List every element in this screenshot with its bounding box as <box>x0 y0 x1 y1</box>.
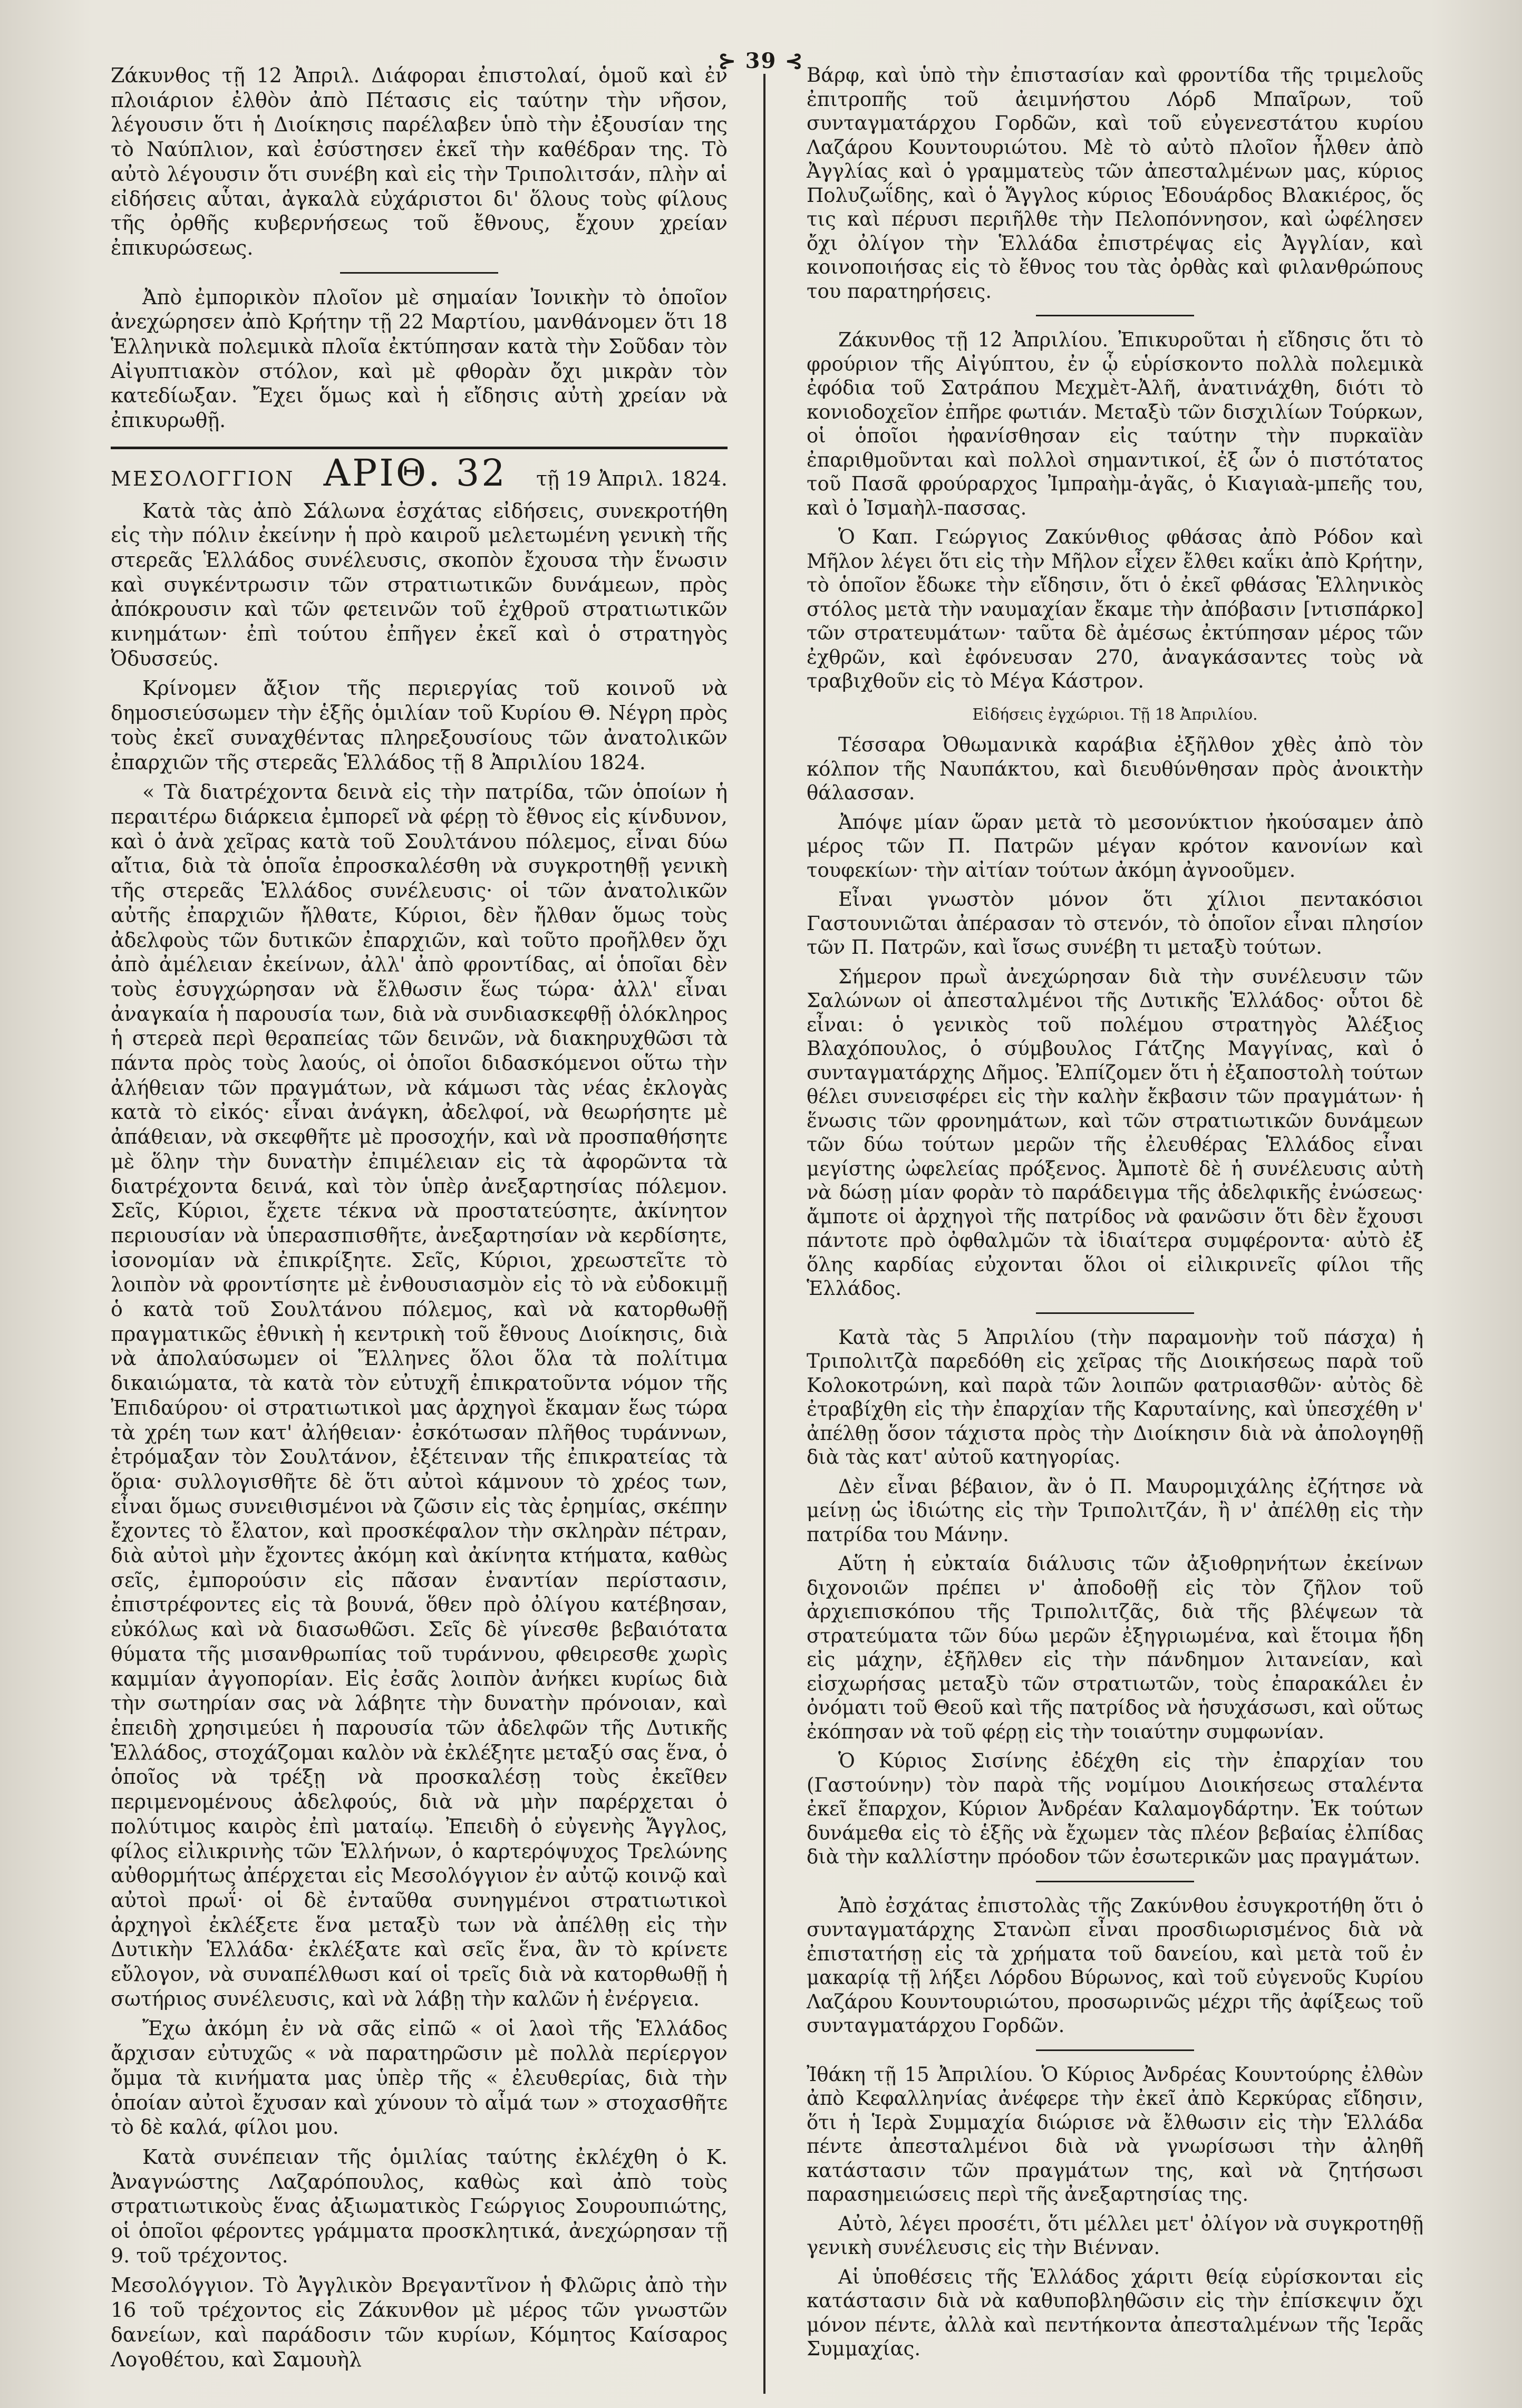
article-greek-affairs: Αἱ ὑποθέσεις τῆς Ἑλλάδος χάριτι θείᾳ εὑρίσκονται εἰς κατάστασιν διὰ νὰ καθυποβληθῶσιν εἰς τὴν ἐπίσκεψιν ὄχι μόνον πέντε, ἀλλὰ καὶ πεντήκοντα ἀπεσταλμένων τῆς Ἱερᾶς Συμμαχίας. <box>807 2265 1423 2360</box>
article-egypt-fortress: Ζάκυνθος τῇ 12 Ἀπριλίου. Ἐπικυροῦται ἡ εἴδησις ὅτι τὸ φρούριον τῆς Αἰγύπτου, ἐν ᾧ εὑρίσκοντο πολλὰ πολεμικὰ ἐφόδια τοῦ Σατράπου Μεχμὲτ-Ἀλῆ, ἀνατινάχθη, διότι τὸ κονιοδοχεῖον ἐπῆρε φωτιάν. Μεταξὺ τῶν δισχιλίων Τούρκων, οἱ ὁποῖοι ἠφανίσθησαν εἰς ταύτην τὴν πυρκαϊὰν ἐπαριθμοῦνται καὶ πολλοὶ σημαντικοί, ἐξ ὧν ὁ πιστότατος τοῦ Πασᾶ φρούραρχος Ἰμπραὴμ-ἀγᾶς, ὁ Κιαγιαὰ-μπεῆς του, καὶ ὁ Ἰσμαὴλ-πασσας. <box>807 328 1423 519</box>
article-stanhope: Ἀπὸ ἐσχάτας ἐπιστολὰς τῆς Ζακύνθου ἐσυγκροτήθη ὅτι ὁ συνταγματάρχης Στανὼπ εἶναι προσδιωρισμένος διὰ νὰ ἐπιστατήσῃ εἰς τὰ χρήματα τοῦ δανείου, καὶ μετὰ τοῦ ἐν μακαρίᾳ τῇ λήξει Λόρδου Βύρωνος, καὶ τοῦ εὐγενοῦς Κυρίου Λαζάρου Κουντουριώτου, προσωρινῶς μέχρι τῆς ἀφίξεως τοῦ συνταγματάρχου Γορδῶν. <box>807 1894 1423 2037</box>
article-ottoman-ships: Τέσσαρα Ὀθωμανικὰ καράβια ἐξῆλθον χθὲς ἀπὸ τὸν κόλπον τῆς Ναυπάκτου, καὶ διευθύνθησαν πρὸς ἀνοικτὴν θάλασσαν. <box>807 733 1423 804</box>
article-crete-fleet: Ἀπὸ ἐμπορικὸν πλοῖον μὲ σημαίαν Ἰονικὴν τὸ ὁποῖον ἀνεχώρησεν ἀπὸ Κρήτην τῇ 22 Μαρτίου, μανθάνομεν ὅτι 18 Ἑλληνικὰ πολεμικὰ πλοῖα ἐκτύπησαν κατὰ τὴν Σοῦδαν τὸν Αἰγυπτιακὸν στόλον, καὶ μὲ φθορὰν ὄχι μικρὰν τὸν κατεδίωξαν. Ἔχει ὅμως καὶ ἡ εἴδησις αὐτὴ χρείαν νὰ ἐπικυρωθῇ. <box>111 285 728 432</box>
ornament-right-icon: ⊰ <box>785 49 804 73</box>
article-archbishop: Αὕτη ἡ εὐκταία διάλυσις τῶν ἀξιοθρηνήτων ἐκείνων διχονοιῶν πρέπει ν' ἀποδοθῇ εἰς τὸν ζῆλον τοῦ ἀρχιεπισκόπου τῆς Τριπολιτζᾶς, διὰ τῆς βλέψεων τὰ στρατεύματα τῶν δύω μερῶν ἐξηγριωμένα, καὶ ἕτοιμα ἤδη εἰς μάχην, ἐξῆλθεν εἰς τὴν πάνδημον λιτανείαν, καὶ εἰσχωρήσας μεταξὺ τῶν στρατιωτῶν, τοὺς ἐπαρακάλει ἐν ὀνόματι τοῦ Θεοῦ καὶ τῆς πατρίδος νὰ ἡσυχάσωσι, καὶ οὕτως ἐκόπησαν νὰ τοῦ φέρῃ εἰς τὴν τοιαύτην συμφωνίαν. <box>807 1552 1423 1743</box>
article-western-delegates: Σήμερον πρωῒ ἀνεχώρησαν διὰ τὴν συνέλευσιν τῶν Σαλώνων οἱ ἀπεσταλμένοι τῆς Δυτικῆς Ἑλλάδος· οὗτοι δὲ εἶναι: ὁ γενικὸς τοῦ πολέμου στρατηγὸς Ἀλέξιος Βλαχόπουλος, ὁ σύμβουλος Γάτζης Μαγγίνας, καὶ ὁ συνταγματάρχης Δῆμος. Ἐλπίζομεν ὅτι ἡ ἐξαποστολὴ τούτων θέλει συνεισφέρει εἰς τὴν καλὴν ἔκβασιν τῶν πραγμάτων· ἡ ἕνωσις τῶν φρονημάτων, καὶ τῶν στρατιωτικῶν δυνάμεων τῶν δύω τούτων μερῶν τῆς ἐλευθέρας Ἑλλάδος εἶναι μεγίστης ὠφελείας πρόξενος. Ἀμποτὲ δὲ ἡ συνέλευσις αὐτὴ νὰ δώσῃ μίαν φορὰν τὸ παράδειγμα τῆς ἀδελφικῆς ἐνώσεως· ἄμποτε οἱ ἀρχηγοὶ τῆς πατρίδος νὰ φανῶσιν ὅτι δὲν ἔχουσι πάντοτε πρὸ ὀφθαλμῶν τὰ ἰδιαίτερα συμφέροντα· αὐτὸ ἐξ ὅλης καρδίας εὐχονται ὅλοι οἱ εἰλικρινεῖς φίλοι τῆς Ἑλλάδος. <box>807 965 1423 1300</box>
column-divider <box>763 74 765 2394</box>
article-sisinis: Ὁ Κύριος Σισίνης ἐδέχθη εἰς τὴν ἐπαρχίαν του (Γαστούνην) τὸν παρὰ τῆς νομίμου Διοικήσεως σταλέντα ἐκεῖ ἔπαρχον, Κύριον Ἀνδρέαν Καλαμογδάρτην. Ἐκ τούτων δυνάμεθα εἰς τὸ ἑξῆς νὰ ἔχωμεν τὰς πλέον βεβαίας ἐλπίδας διὰ τὴν καλλίστην πρόοδον τῶν ἐσωτερικῶν μας πραγμάτων. <box>807 1749 1423 1868</box>
article-loan-continuation: Βάρφ, καὶ ὑπὸ τὴν ἐπιστασίαν καὶ φροντίδα τῆς τριμελοῦς ἐπιτροπῆς τοῦ ἀειμνήστου Λόρδ Μπαῖρων, τοῦ συνταγματάρχου Γορδῶν, καὶ τοῦ εὐγενεστάτου κυρίου Λαζάρου Κουντουριώτου. Μὲ τὸ αὐτὸ πλοῖον ἦλθεν ἀπὸ Ἀγγλίας καὶ ὁ γραμματεὺς τῶν ἀπεσταλμένων μας, κύριος Πολυζωΐδης, καὶ ὁ Ἄγγλος κύριος Ἐδουάρδος Βλακιέρος, ὅς τις καὶ πέρυσι περιῆλθε τὴν Πελοπόννησον, καὶ ὠφέλησεν ὄχι ὀλίγον τὴν Ἑλλάδα ἐπιστρέψας εἰς Ἀγγλίαν, καὶ κοινοποιήσας εἰς τὸ ἔθνος του τὰς ὀρθὰς καὶ φιλανθρώπους του παρατηρήσεις. <box>807 64 1423 303</box>
article-salona-assembly: Κατὰ τὰς ἀπὸ Σάλωνα ἐσχάτας εἰδήσεις, συνεκροτήθη εἰς τὴν πόλιν ἐκείνην ἡ πρὸ καιροῦ μελετωμένη γενικὴ τῆς στερεᾶς Ἑλλάδος συνέλευσις, σκοπὸν ἔχουσα τὴν ἕνωσιν καὶ συγκέντρωσιν τῶν στρατιωτικῶν δυνάμεων, πρὸς ἀπόκρουσιν καὶ τῶν φετεινῶν τοῦ ἐχθροῦ στρατιωτικῶν κινημάτων· ἐπὶ τούτου ἐπῆγεν ἐκεῖ καὶ ὁ στρατηγὸς Ὀδυσσεύς. <box>111 499 728 670</box>
article-brigantine-floris: Μεσολόγγιον. Τὸ Ἀγγλικὸν Βρεγαντῖνον ἡ Φλῶρις ἀπὸ τὴν 16 τοῦ τρέχοντος εἰς Ζάκυνθον μὲ μέρος τῶν γνωστῶν δανείων, καὶ παράδοσιν τῶν κυρίων, Κόμητος Καίσαρος Λογοθέτου, καὶ Σαμουὴλ <box>111 2274 728 2371</box>
short-divider <box>1036 1312 1194 1314</box>
masthead-rule <box>111 447 728 449</box>
negris-speech-closing: Ἔχω ἀκόμη ἐν νὰ σᾶς εἰπῶ « οἱ λαοὶ τῆς Ἑλλάδος ἄρχισαν εὐτυχῶς « νὰ παρατηρῶσιν μὲ πολλὰ περίεργον ὄμμα τὰ κινήματα μας ὑπὲρ τῆς « ἐλευθερίας, διὰ τὴν ὁποίαν αὐτοὶ ἔχυσαν καὶ χύνουν τὸ αἷμά των » στοχασθῆτε τὸ δὲ καλά, φίλοι μου. <box>111 2017 728 2139</box>
short-divider <box>1036 2049 1194 2051</box>
short-divider <box>1036 315 1194 316</box>
masthead-date: τῇ 19 Ἀπριλ. 1824. <box>536 467 728 490</box>
local-news-heading: Εἰδήσεις ἐγχώριοι. Τῇ 18 Ἀπριλίου. <box>972 705 1258 724</box>
article-delegates-elected: Κατὰ συνέπειαν τῆς ὁμιλίας ταύτης ἐκλέχθη ὁ Κ. Ἀναγνώστης Λαζαρόπουλος, καθὼς καὶ ἀπὸ τοὺς στρατιωτικοὺς ἕνας ἀξιωματικὸς Γεώργιος Σουρουπιώτης, οἱ ὁποῖοι φέροντες γράμματα προσκλητικά, ἀνεχώρησαν τῇ 9. τοῦ τρέχοντος. <box>111 2145 728 2267</box>
article-gastouni-troops: Εἶναι γνωστὸν μόνον ὅτι χίλιοι πεντακόσιοι Γαστουνιῶται ἀπέρασαν τὸ στενόν, τὸ ὁποῖον εἶναι πλησίον τῶν Π. Πατρῶν, καὶ ἴσως συνέβη τι μεταξὺ τούτων. <box>807 888 1423 959</box>
page-number: 39 <box>745 49 777 73</box>
article-mavromichalis: Δὲν εἶναι βέβαιον, ἂν ὁ Π. Μαυρομιχάλης ἐζήτησε νὰ μείνῃ ὡς ἰδιώτης εἰς τὴν Τριπολιτζάν, ἢ ν' ἀπέλθῃ εἰς τὴν πατρίδα του Μάνην. <box>807 1475 1423 1546</box>
article-negris-intro: Κρίνομεν ἄξιον τῆς περιεργίας τοῦ κοινοῦ νὰ δημοσιεύσωμεν τὴν ἑξῆς ὁμιλίαν τοῦ Κυρίου Θ. Νέγρη πρὸς τοὺς ἐκεῖ συναχθέντας πληρεξουσίους τῶν ἀνατολικῶν ἐπαρχιῶν τῆς στερεᾶς Ἑλλάδος τῇ 8 Ἀπριλίου 1824. <box>111 676 728 774</box>
article-milos-crete: Ὁ Καπ. Γεώργιος Ζακύνθιος φθάσας ἀπὸ Ρόδον καὶ Μῆλον λέγει ὅτι εἰς τὴν Μῆλον εἶχεν ἔλθει καΐκι ἀπὸ Κρήτην, τὸ ὁποῖον ἔδωκε τὴν εἴδησιν, ὅτι ὁ ἐκεῖ φθάσας Ἑλληνικὸς στόλος μετὰ τὴν ναυμαχίαν ἔκαμε τὴν ἀπόβασιν [ντισπάρκο] τῶν στρατευμάτων· ταῦτα δὲ ἀμέσως ἐκτύπησαν μέρος τῶν ἐχθρῶν, καὶ ἐφόνευσαν 270, ἀναγκάσαντες τοὺς νὰ τραβιχθοῦν εἰς τὸ Μέγα Κάστρον. <box>807 526 1423 692</box>
masthead-place: ΜΕΣΟΛΟΓΓΙΟΝ <box>111 467 295 490</box>
negris-speech: « Τὰ διατρέχοντα δεινὰ εἰς τὴν πατρίδα, τῶν ὁποίων ἡ περαιτέρω διάρκεια ἐμπορεῖ νὰ φέρῃ τὸ ἔθνος εἰς κίνδυνον, καὶ ὁ ἀνὰ χεῖρας κατὰ τοῦ Σουλτάνου πόλεμος, εἶναι δύω αἴτια, διὰ τὰ ὁποῖα ἐπροσκαλέσθη νὰ συγκροτηθῇ γενικὴ τῆς στερεᾶς Ἑλλάδος συνέλευσις· οἱ τῶν ἀνατολικῶν αὐτῆς ἐπαρχιῶν ἤλθατε, Κύριοι, δὲν ἤλθαν ὅμως τοὺς ἀδελφοὺς τῶν δυτικῶν ἐπαρχιῶν, καὶ τοῦτο προῆλθεν ὄχι ἀπὸ ἀμέλειαν ἐκείνων, ἀλλ' ἀπὸ φροντίδας, αἱ ὁποῖαι δὲν τοὺς ἐσυγχώρησαν νὰ ἔλθωσιν ἕως τώρα· ἀλλ' εἶναι ἀναγκαία ἡ παρουσία των, διὰ νὰ συνδιασκεφθῇ ὁλόκληρος ἡ στερεὰ περὶ θεραπείας τῶν δεινῶν, νὰ διακηρυχθῶσι τὰ πάντα πρὸς τοὺς λαούς, οἱ ὁποῖοι διδασκόμενοι οὕτω τὴν ἀλήθειαν τῶν πραγμάτων, νὰ κάμωσι τὰς νέας ἐκλογὰς κατὰ τὸ εἰκός· εἶναι ἀνάγκη, ἀδελφοί, νὰ θεωρήσητε μὲ ἀπάθειαν, νὰ σκεφθῆτε μὲ προσοχήν, καὶ νὰ προσπαθήσητε μὲ ὅλην τὴν δυνατὴν ἐπιμέλειαν εἰς τὰ ἀφορῶντα τὰ διατρέχοντα δεινά, καὶ τὸν ὑπὲρ ἀνεξαρτησίας πόλεμον. Σεῖς, Κύριοι, ἔχετε τέκνα νὰ προστατεύσητε, ἀκίνητον περιουσίαν νὰ ὑπερασπισθῆτε, ἀνεξαρτησίαν νὰ κερδίσητε, ἰσονομίαν νὰ ἐπικρίξητε. Σεῖς, Κύριοι, χρεωστεῖτε τὸ λοιπὸν νὰ φροντίσητε μὲ ἐνθουσιασμὸν εἰς τὸ νὰ εὐδοκιμῇ ὁ κατὰ τοῦ Σουλτάνου πόλεμος, καὶ νὰ κατορθωθῇ πραγματικῶς ἐθνικὴ ἡ κεντρικὴ τοῦ ἔθνους Διοίκησις, διὰ νὰ ἀπολαύσωμεν οἱ Ἕλληνες ὅλοι ὅλα τὰ πολίτιμα δικαιώματα, τὰ κατὰ τὸν εὐτυχῆ ἐπικρατοῦντα νόμον τῆς Ἐπιδαύρου· οἱ στρατιωτικοὶ μας ἀρχηγοὶ ἔκαμαν ἕως τώρα τὰ χρέη των κατ' ἀλήθειαν· ἐσκότωσαν πλῆθος τυράννων, ἐτρόμαξαν τὸν Σουλτάνον, ἐξέτειναν τῆς ἐπικρατείας τὰ ὅρια· συλλογισθῆτε δὲ ὅτι αὐτοὶ κάμνουν τὸ χρέος των, εἶναι ὅμως συνειθισμένοι νὰ ζῶσιν εἰς τὰς ἐρημίας, σκέπην ἔχοντες τὸ ἔλατον, καὶ προσκέφαλον τὴν σκληρὰν πέτραν, διὰ αὐτοὶ μὴν ἔχοντες ἀκόμη καὶ ἀκίνητα κτήματα, καθὼς σεῖς, ἐμπορούσιν εἰς πᾶσαν ἐναντίαν περίστασιν, ἐπιστρέφοντες εἰς τὰ βουνά, ὅθεν πρὸ ὀλίγου κατέβησαν, εὐκόλως καὶ νὰ διασωθῶσι. Σεῖς δὲ γίνεσθε βεβαιότατα θύματα τῆς μισανθρωπίας τοῦ τυράννου, φθειρεσθε χωρὶς καμμίαν ἀγγοπορίαν. Εἰς ἐσᾶς λοιπὸν ἀνήκει κυρίως διὰ τὴν σωτηρίαν σας νὰ λάβητε τὴν δυνατὴν πρόνοιαν, καὶ ἐπειδὴ χρησιμεύει ἡ παρουσία τῶν ἀδελφῶν τῆς Δυτικῆς Ἑλλάδος, στοχάζομαι καλὸν νὰ ἐκλέξητε μεταξύ σας ἕνα, ὁ ὁποῖος νὰ τρέξῃ νὰ προσκαλέσῃ τοὺς ἐκεῖθεν περιμενομένους ἀδελφούς, διὰ νὰ μὴν παρέρχεται ὁ πολύτιμος καιρὸς ἐπὶ ματαίῳ. Ἐπειδὴ ὁ εὐγενὴς Ἄγγλος, φίλος εἰλικρινὴς τῶν Ἑλλήνων, ὁ καρτερόψυχος Τρελώνης αὐθορμήτως ἀπέρχεται εἰς Μεσολόγγιον ἐν αὐτῷ κοινῷ καὶ αὐτοὶ πρωΐ· οἱ δὲ ἐνταῦθα συνηγμένοι στρατιωτικοὶ ἀρχηγοὶ ἐκλέξετε ἕνα μεταξὺ των νὰ ἀπέλθῃ εἰς τὴν Δυτικὴν Ἑλλάδα· ἐκλέξατε καὶ σεῖς ἕνα, ἂν τὸ κρίνετε εὔλογον, νὰ συναπέλθωσι καί οἱ τρεῖς διὰ νὰ κατορθωθῇ ἡ σωτήριος συνέλευσις, καὶ νὰ λάβῃ τὴν καλῶν ἡ ἐνέργεια. <box>111 780 728 2010</box>
article-zakynthos-letters: Ζάκυνθος τῇ 12 Ἀπριλ. Διάφοραι ἐπιστολαί, ὁμοῦ καὶ ἐν πλοιάριον ἐλθὸν ἀπὸ Πέτασις εἰς ταύτην τὴν νῆσον, λέγουσιν ὅτι ἡ Διοίκησις παρέλαβεν ὑπὸ τὴν ἐξουσίαν της τὸ Ναύπλιον, καὶ ἐσύστησεν ἐκεῖ τὴν καθέδραν της. Τὸ αὐτὸ λέγουσιν ὅτι συνέβη καὶ εἰς τὴν Τριπολιτσάν, πλὴν αἱ εἰδήσεις αὗται, ἀγκαλὰ εὐχάριστοι δι' ὅλους τοὺς φίλους τῆς ὀρθῆς κυβερνήσεως τοῦ ἔθνους, ἔχουν χρείαν ἐπικυρώσεως. <box>111 64 728 259</box>
article-tripolitsa-surrender: Κατὰ τὰς 5 Ἀπριλίου (τὴν παραμονὴν τοῦ πάσχα) ἡ Τριπολιτζὰ παρεδόθη εἰς χεῖρας τῆς Διοικήσεως παρὰ τοῦ Κολοκοτρώνη, καὶ παρὰ τῶν λοιπῶν φατριασθῶν· αὐτὸς δὲ ἐτραβίχθη εἰς τὴν ἐπαρχίαν τῆς Καρυταίνης, καὶ ὑπεσχέθη ν' ἀπέλθῃ ὅσον τάχιστα πρὸς τὴν Διοίκησιν διὰ νὰ ἀπολογηθῇ διὰ τὰς κατ' αὐτοῦ κατηγορίας. <box>807 1326 1423 1468</box>
left-column <box>111 63 728 2377</box>
right-column <box>807 63 1423 2366</box>
article-vienna-congress: Αὐτὸ, λέγει προσέτι, ὅτι μέλλει μετ' ὀλίγον νὰ συγκροτηθῇ γενικὴ συνέλευσις εἰς τὴν Βιένναν. <box>807 2212 1423 2259</box>
short-divider <box>340 272 498 274</box>
issue-masthead <box>111 451 728 495</box>
ornament-left-icon: ⊱ <box>718 49 737 73</box>
article-patras-cannon: Ἀπόψε μίαν ὥραν μετὰ τὸ μεσονύκτιον ἠκούσαμεν ἀπὸ μέρος τῶν Π. Πατρῶν μέγαν κρότον κανονίων καὶ τουφεκίων· τὴν αἰτίαν τούτων ἀκόμη ἀγνοοῦμεν. <box>807 810 1423 882</box>
short-divider <box>1036 1881 1194 1882</box>
article-ithaca-holy-alliance: Ἰθάκη τῇ 15 Ἀπριλίου. Ὁ Κύριος Ἀνδρέας Κουντούρης ἐλθὼν ἀπὸ Κεφαλληνίας ἀνέφερε τὴν ἐκεῖ ἀπὸ Κερκύρας εἴδησιν, ὅτι ἡ Ἱερὰ Συμμαχία διώρισε νὰ ἔλθωσιν εἰς τὴν Ἑλλάδα πέντε ἀπεσταλμένοι διὰ νὰ γνωρίσωσι τὴν ἀληθῆ κατάστασιν τῶν πραγμάτων της, καὶ νὰ ζητήσωσι παρασημειώσεις περὶ τῆς ἀνεξαρτησίας της. <box>807 2063 1423 2206</box>
masthead-issue-number: ΑΡΙΘ. 32 <box>323 451 507 495</box>
